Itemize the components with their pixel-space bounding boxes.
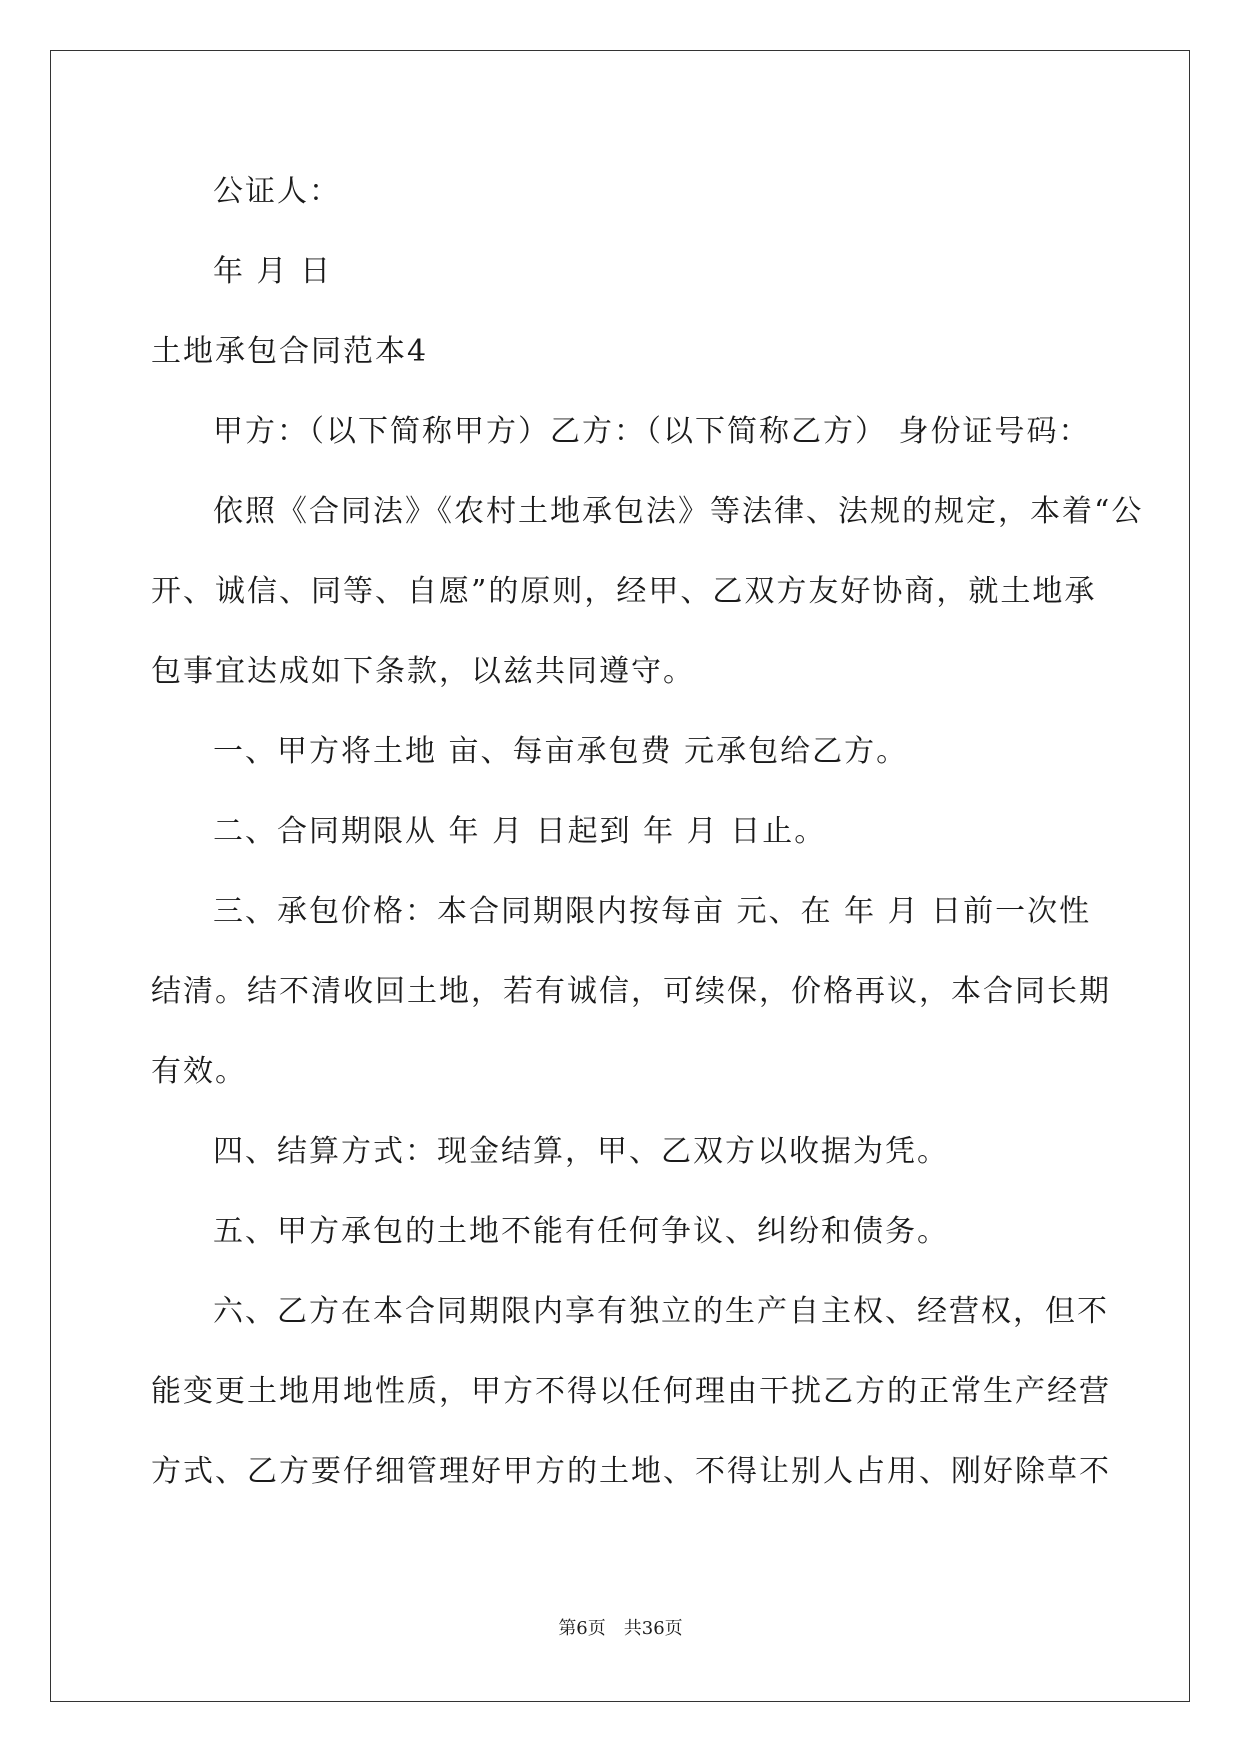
section-title: 土地承包合同范本4 [151, 334, 429, 369]
paragraph-line: 包事宜达成如下条款，以兹共同遵守。 [151, 654, 695, 689]
clause-6: 六、乙方在本合同期限内享有独立的生产自主权、经营权，但不 [213, 1294, 1109, 1329]
date-line: 年 月 日 [213, 254, 333, 289]
page-footer [0, 1618, 1241, 1640]
clause-3-cont: 有效。 [151, 1054, 247, 1089]
clause-1: 一、甲方将土地 亩、每亩承包费 元承包给乙方。 [213, 734, 909, 769]
clause-6-cont: 方式、乙方要仔细管理好甲方的土地、不得让别人占用、刚好除草不 [151, 1454, 1111, 1489]
paragraph-line: 依照《合同法》《农村土地承包法》等法律、法规的规定，本着“公 [213, 494, 1144, 529]
clause-2: 二、合同期限从 年 月 日起到 年 月 日止。 [213, 814, 827, 849]
clause-3: 三、承包价格：本合同期限内按每亩 元、在 年 月 日前一次性 [213, 894, 1092, 929]
clause-3-cont: 结清。结不清收回土地，若有诚信，可续保，价格再议，本合同长期 [151, 974, 1111, 1009]
clause-5: 五、甲方承包的土地不能有任何争议、纠纷和债务。 [213, 1214, 949, 1249]
notary-line: 公证人： [213, 174, 341, 209]
page-number: 第6页 [558, 1618, 606, 1639]
clause-6-cont: 能变更土地用地性质，甲方不得以任何理由干扰乙方的正常生产经营 [151, 1374, 1111, 1409]
clause-4: 四、结算方式：现金结算，甲、乙双方以收据为凭。 [213, 1134, 949, 1169]
page-total: 共36页 [623, 1618, 683, 1639]
parties-line: 甲方：（以下简称甲方）乙方：（以下简称乙方） 身份证号码： [213, 414, 1091, 449]
paragraph-line: 开、诚信、同等、自愿”的原则，经甲、乙双方友好协商，就土地承 [151, 574, 1097, 609]
